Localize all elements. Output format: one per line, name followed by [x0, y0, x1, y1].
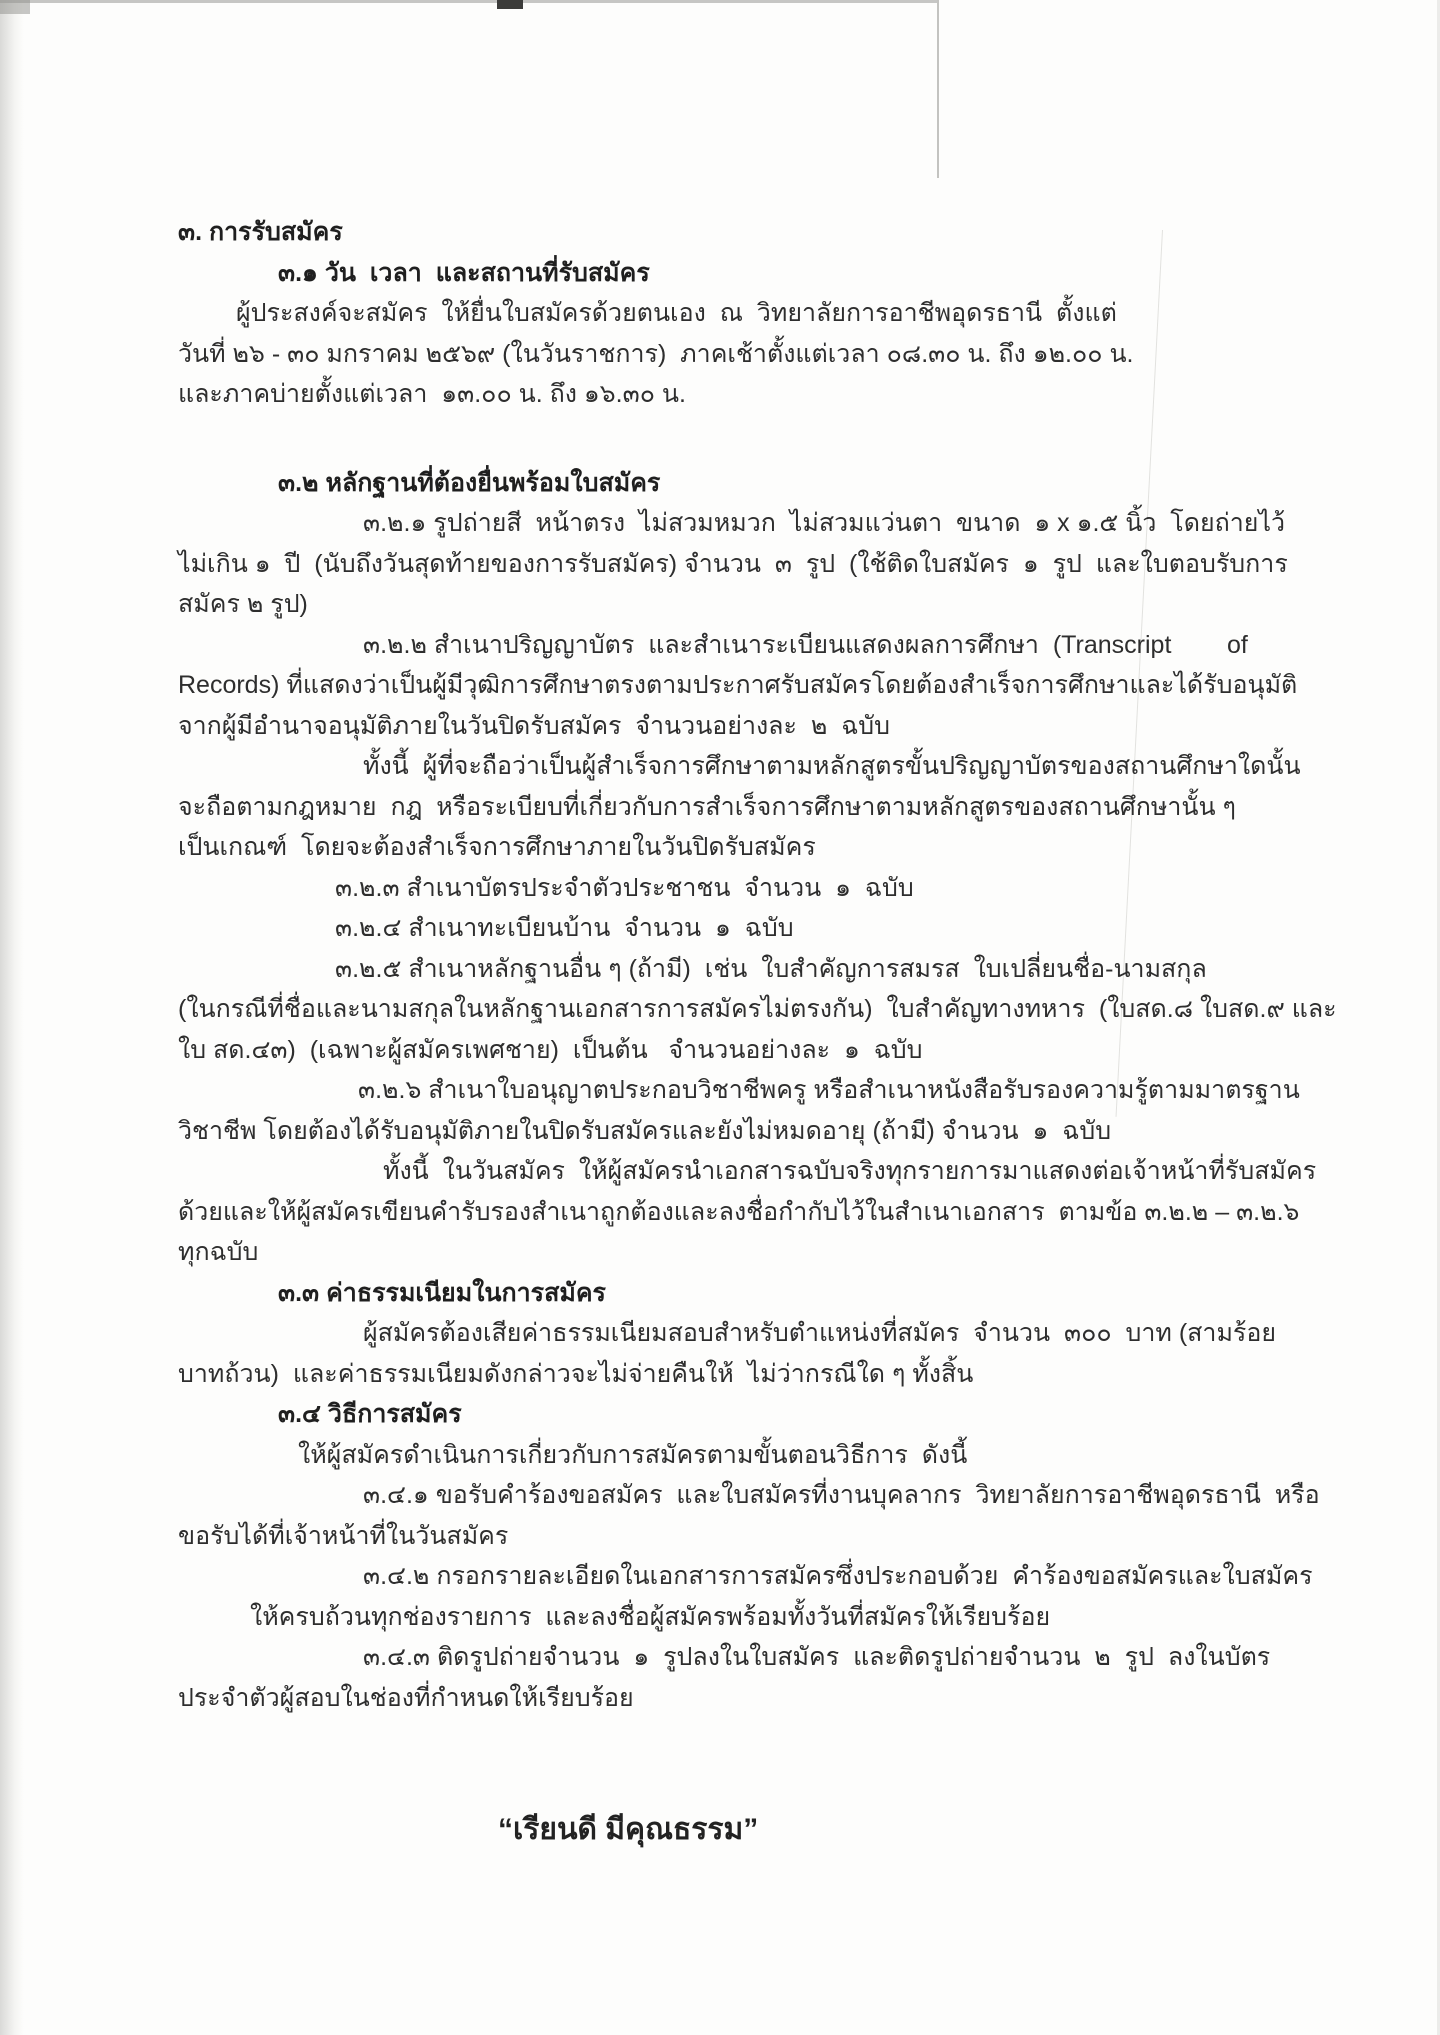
text-line: ผู้ประสงค์จะสมัคร ให้ยื่นใบสมัครด้วยตนเอง ณ วิทยาลัยการอาชีพอุดรธานี ตั้งแต่: [236, 299, 1117, 327]
scan-edge-left: [0, 0, 24, 2035]
text-line: (ในกรณีที่ชื่อและนามสกุลในหลักฐานเอกสารการสมัครไม่ตรงกัน) ใบสำคัญทางทหาร (ใบสด.๘ ใบสด.๙ และ: [178, 995, 1337, 1023]
section-3-2-heading: ๓.๒ หลักฐานที่ต้องยื่นพร้อมใบสมัคร: [278, 468, 661, 497]
text-line: ๓.๔.๑ ขอรับคำร้องขอสมัคร และใบสมัครที่งานบุคลากร วิทยาลัยการอาชีพอุดรธานี หรือ: [363, 1481, 1320, 1509]
text-line: สมัคร ๒ รูป): [178, 590, 308, 618]
scan-edge-top: [0, 0, 938, 3]
text-line: ๓.๒.๖ สำเนาใบอนุญาตประกอบวิชาชีพครู หรือสำเนาหนังสือรับรองความรู้ตามมาตรฐาน: [358, 1076, 1300, 1104]
text-line: และภาคบ่ายตั้งแต่เวลา ๑๓.๐๐ น. ถึง ๑๖.๓๐ น.: [178, 380, 686, 408]
text-line: Records) ที่แสดงว่าเป็นผู้มีวุฒิการศึกษาตรงตามประกาศรับสมัครโดยต้องสำเร็จการศึกษาและได้รับอนุมัติ: [178, 671, 1298, 699]
text-line: ทุกฉบับ: [178, 1238, 259, 1266]
section-3-3-heading: ๓.๓ ค่าธรรมเนียมในการสมัคร: [278, 1278, 606, 1307]
text-line: ๓.๒.๕ สำเนาหลักฐานอื่น ๆ (ถ้ามี) เช่น ใบสำคัญการสมรส ใบเปลี่ยนชื่อ-นามสกุล: [335, 954, 1207, 983]
section-3-1-heading: ๓.๑ วัน เวลา และสถานที่รับสมัคร: [278, 258, 650, 287]
text-line: ด้วยและให้ผู้สมัครเขียนคำรับรองสำเนาถูกต้องและลงชื่อกำกับไว้ในสำเนาเอกสาร ตามข้อ ๓.๒.๒ – ๓.๒.๖: [178, 1197, 1300, 1226]
section-3-4-heading: ๓.๔ วิธีการสมัคร: [278, 1400, 462, 1428]
text-line: ให้ครบถ้วนทุกช่องรายการ และลงชื่อผู้สมัครพร้อมทั้งวันที่สมัครให้เรียบร้อย: [250, 1602, 1051, 1631]
motto-footer: “เรียนดี มีคุณธรรม”: [498, 1813, 759, 1846]
text-line: วิชาชีพ โดยต้องได้รับอนุมัติภายในปิดรับสมัครและยังไม่หมดอายุ (ถ้ามี) จำนวน ๑ ฉบับ: [178, 1116, 1112, 1145]
text-line: ๓.๔.๓ ติดรูปถ่ายจำนวน ๑ รูปลงในใบสมัคร และติดรูปถ่ายจำนวน ๒ รูป ลงในบัตร: [363, 1643, 1271, 1671]
text-line: บาทถ้วน) และค่าธรรมเนียมดังกล่าวจะไม่จ่ายคืนให้ ไม่ว่ากรณีใด ๆ ทั้งสิ้น: [178, 1359, 974, 1388]
text-line: ๓.๒.๔ สำเนาทะเบียนบ้าน จำนวน ๑ ฉบับ: [335, 914, 794, 942]
scan-fold-line-top: [937, 0, 939, 178]
text-line: ทั้งนี้ ในวันสมัคร ให้ผู้สมัครนำเอกสารฉบับจริงทุกรายการมาแสดงต่อเจ้าหน้าที่รับสมัคร: [383, 1157, 1317, 1185]
text-line: วันที่ ๒๖ - ๓๐ มกราคม ๒๕๖๙ (ในวันราชการ) ภาคเช้าตั้งแต่เวลา ๐๘.๓๐ น. ถึง ๑๒.๐๐ น.: [178, 339, 1134, 368]
text-line: ทั้งนี้ ผู้ที่จะถือว่าเป็นผู้สำเร็จการศึกษาตามหลักสูตรขั้นปริญญาบัตรของสถานศึกษาใดนั้น: [363, 752, 1301, 780]
section-3-heading: ๓. การรับสมัคร: [178, 218, 343, 246]
text-line: เป็นเกณฑ์ โดยจะต้องสำเร็จการศึกษาภายในวันปิดรับสมัคร: [178, 833, 816, 861]
scan-corner-smudge: [0, 0, 30, 14]
text-line: ๓.๒.๑ รูปถ่ายสี หน้าตรง ไม่สวมหมวก ไม่สวมแว่นตา ขนาด ๑ x ๑.๕ นิ้ว โดยถ่ายไว้: [363, 509, 1286, 537]
text-line: จะถือตามกฎหมาย กฎ หรือระเบียบที่เกี่ยวกับการสำเร็จการศึกษาตามหลักสูตรของสถานศึกษานั้น ๆ: [178, 792, 1236, 821]
text-line: ผู้สมัครต้องเสียค่าธรรมเนียมสอบสำหรับตำแหน่งที่สมัคร จำนวน ๓๐๐ บาท (สามร้อย: [363, 1319, 1277, 1347]
text-line: ๓.๔.๒ กรอกรายละเอียดในเอกสารการสมัครซึ่งประกอบด้วย คำร้องขอสมัครและใบสมัคร: [363, 1562, 1313, 1590]
text-line: ขอรับได้ที่เจ้าหน้าที่ในวันสมัคร: [178, 1521, 509, 1550]
text-line: ประจำตัวผู้สอบในช่องที่กำหนดให้เรียบร้อย: [178, 1683, 634, 1712]
scan-top-dark-mark: [497, 0, 523, 9]
text-line: ๓.๒.๒ สำเนาปริญญาบัตร และสำเนาระเบียนแสดงผลการศึกษา (Transcript of: [363, 630, 1248, 659]
text-line: ๓.๒.๓ สำเนาบัตรประจำตัวประชาชน จำนวน ๑ ฉบับ: [335, 873, 914, 902]
document-body: [178, 212, 1337, 1718]
text-line: จากผู้มีอำนาจอนุมัติภายในวันปิดรับสมัคร จำนวนอย่างละ ๒ ฉบับ: [178, 711, 890, 740]
text-line: ไม่เกิน ๑ ปี (นับถึงวันสุดท้ายของการรับสมัคร) จำนวน ๓ รูป (ใช้ติดใบสมัคร ๑ รูป และใบตอบรับการ: [178, 549, 1288, 578]
text-line: ใบ สด.๔๓) (เฉพาะผู้สมัครเพศชาย) เป็นต้น จำนวนอย่างละ ๑ ฉบับ: [178, 1035, 923, 1064]
text-line: ให้ผู้สมัครดำเนินการเกี่ยวกับการสมัครตามขั้นตอนวิธีการ ดังนี้: [298, 1440, 968, 1469]
